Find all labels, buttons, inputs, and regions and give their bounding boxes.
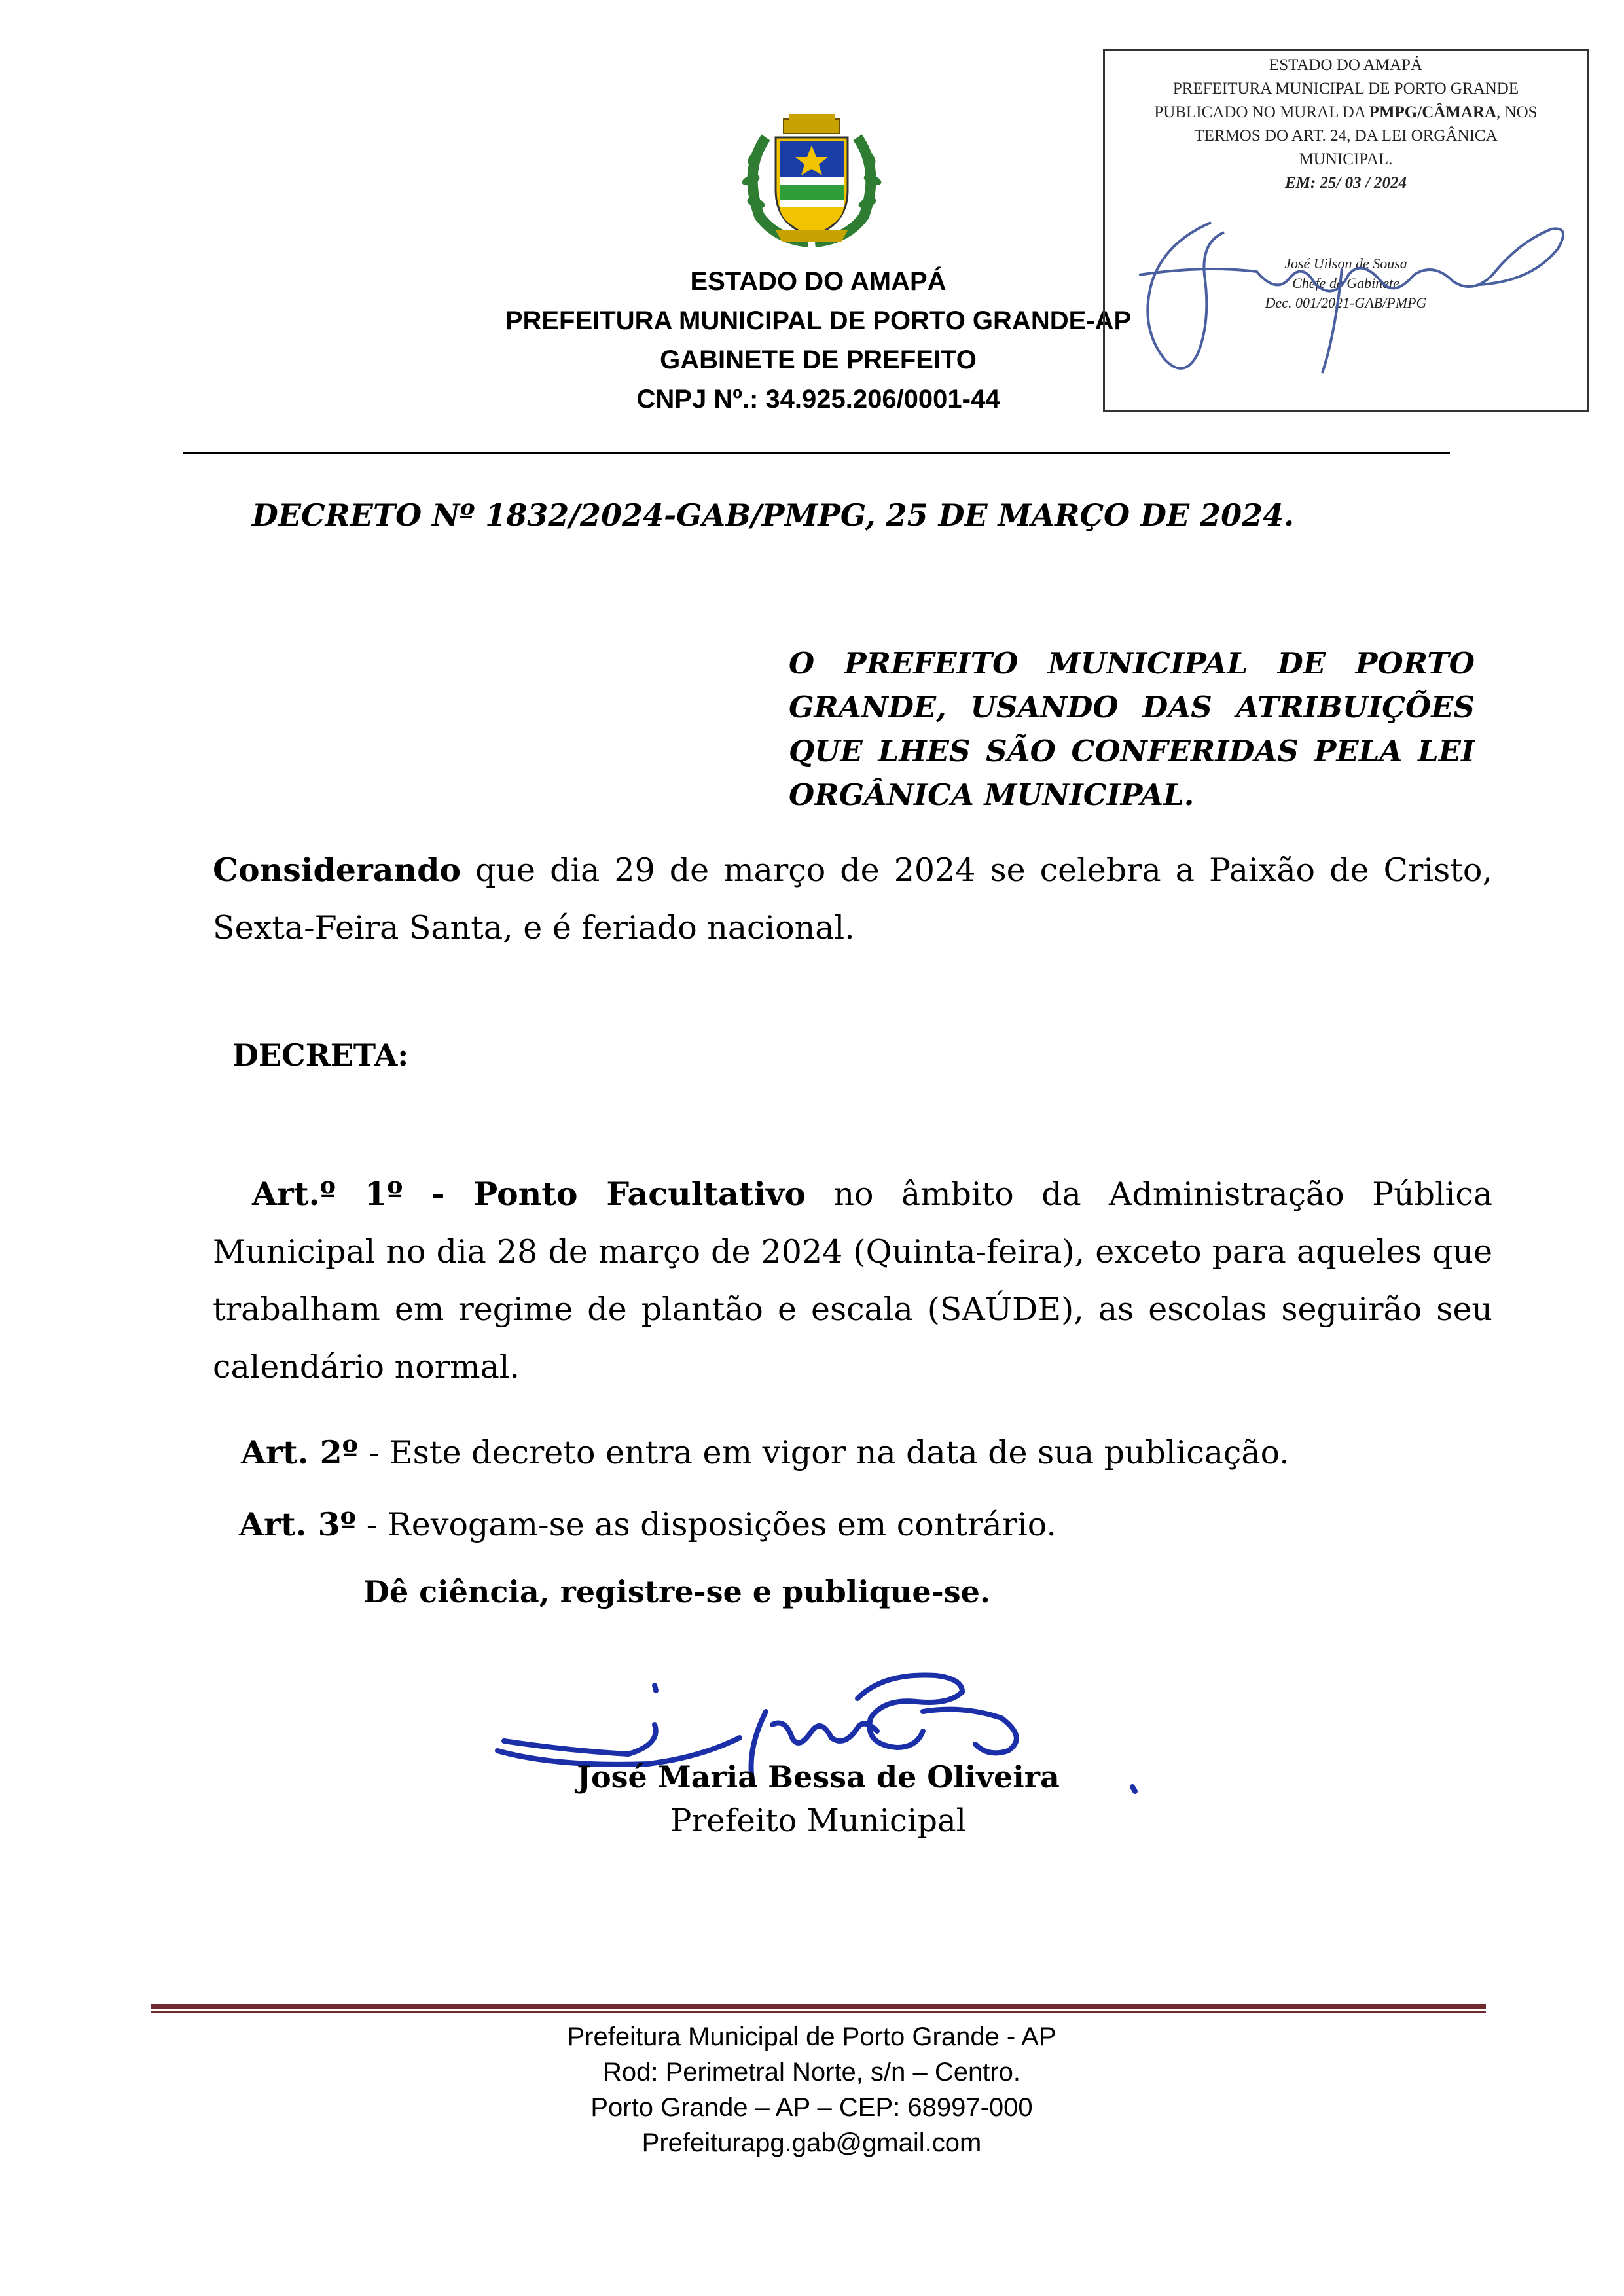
stamp-signature-icon (1126, 203, 1578, 393)
stamp-line-2: PREFEITURA MUNICIPAL DE PORTO GRANDE (1172, 80, 1519, 98)
decree-title: DECRETO Nº 1832/2024-GAB/PMPG, 25 DE MARÇO DE 2024. (252, 497, 1295, 533)
article-2: Art. 2º - Este decreto entra em vigor na data de sua publicação. (241, 1433, 1290, 1471)
stamp-date: EM: 25/ 03 / 2024 (1284, 174, 1407, 192)
footer-line-2: Rod: Perimetral Norte, s/n – Centro. (602, 2058, 1021, 2087)
coat-of-arms-icon (730, 111, 893, 249)
mayor-name: José Maria Bessa de Oliveira (577, 1759, 1060, 1795)
footer-line-1: Prefeitura Municipal de Porto Grande - AP (567, 2022, 1056, 2051)
stamp-line-3: PUBLICADO NO MURAL DA PMPG/CÂMARA, NOS (1154, 103, 1538, 121)
header-cnpj: CNPJ Nº.: 34.925.206/0001-44 (636, 385, 1000, 414)
stamp-line-1: ESTADO DO AMAPÁ (1269, 56, 1423, 74)
decree-ementa: O PREFEITO MUNICIPAL DE PORTO GRANDE, USANDO DAS ATRIBUIÇÕES QUE LHES SÃO CONFERIDAS PELA LEI ORGÂNICA MUNICIPAL. (789, 646, 1475, 812)
header-prefecture: PREFEITURA MUNICIPAL DE PORTO GRANDE-AP (505, 306, 1132, 335)
stamp-signer-name: José Uilson de Sousa (1284, 255, 1407, 272)
article-3: Art. 3º - Revogam-se as disposições em contrário. (239, 1505, 1056, 1543)
closing-line: Dê ciência, registre-se e publique-se. (363, 1574, 990, 1609)
article-1: Art.º 1º - Ponto Facultativo no âmbito da Administração Pública Municipal no dia 28 de março de 2024 (Quinta-feira), exceto para aqueles que trabalham em regime de plantão e escala (SAÚDE), as escolas seguirão seu calendário normal. (213, 1175, 1492, 1386)
header-state: ESTADO DO AMAPÁ (690, 267, 947, 296)
footer-rule-thin (151, 2011, 1486, 2013)
header-separator (183, 452, 1450, 454)
footer-block (484, 2019, 1139, 2161)
stamp-signer-role: Chefe de Gabinete (1292, 275, 1399, 291)
mayor-role: Prefeito Municipal (670, 1803, 966, 1839)
stamp-line-5: MUNICIPAL. (1299, 151, 1393, 168)
stamp-line-4: TERMOS DO ART. 24, DA LEI ORGÂNICA (1194, 127, 1498, 145)
footer-rule-thick (151, 2004, 1486, 2009)
footer-line-3: Porto Grande – AP – CEP: 68997-000 (590, 2093, 1033, 2122)
header-office: GABINETE DE PREFEITO (660, 346, 977, 374)
footer-email: Prefeiturapg.gab@gmail.com (641, 2128, 982, 2157)
considerando-paragraph: Considerando que dia 29 de março de 2024 se celebra a Paixão de Cristo, Sexta-Feira Santa, e é feriado nacional. (213, 851, 1492, 946)
stamp-signer-decree: Dec. 001/2021-GAB/PMPG (1265, 295, 1427, 311)
decreta-heading: DECRETA: (232, 1037, 409, 1073)
